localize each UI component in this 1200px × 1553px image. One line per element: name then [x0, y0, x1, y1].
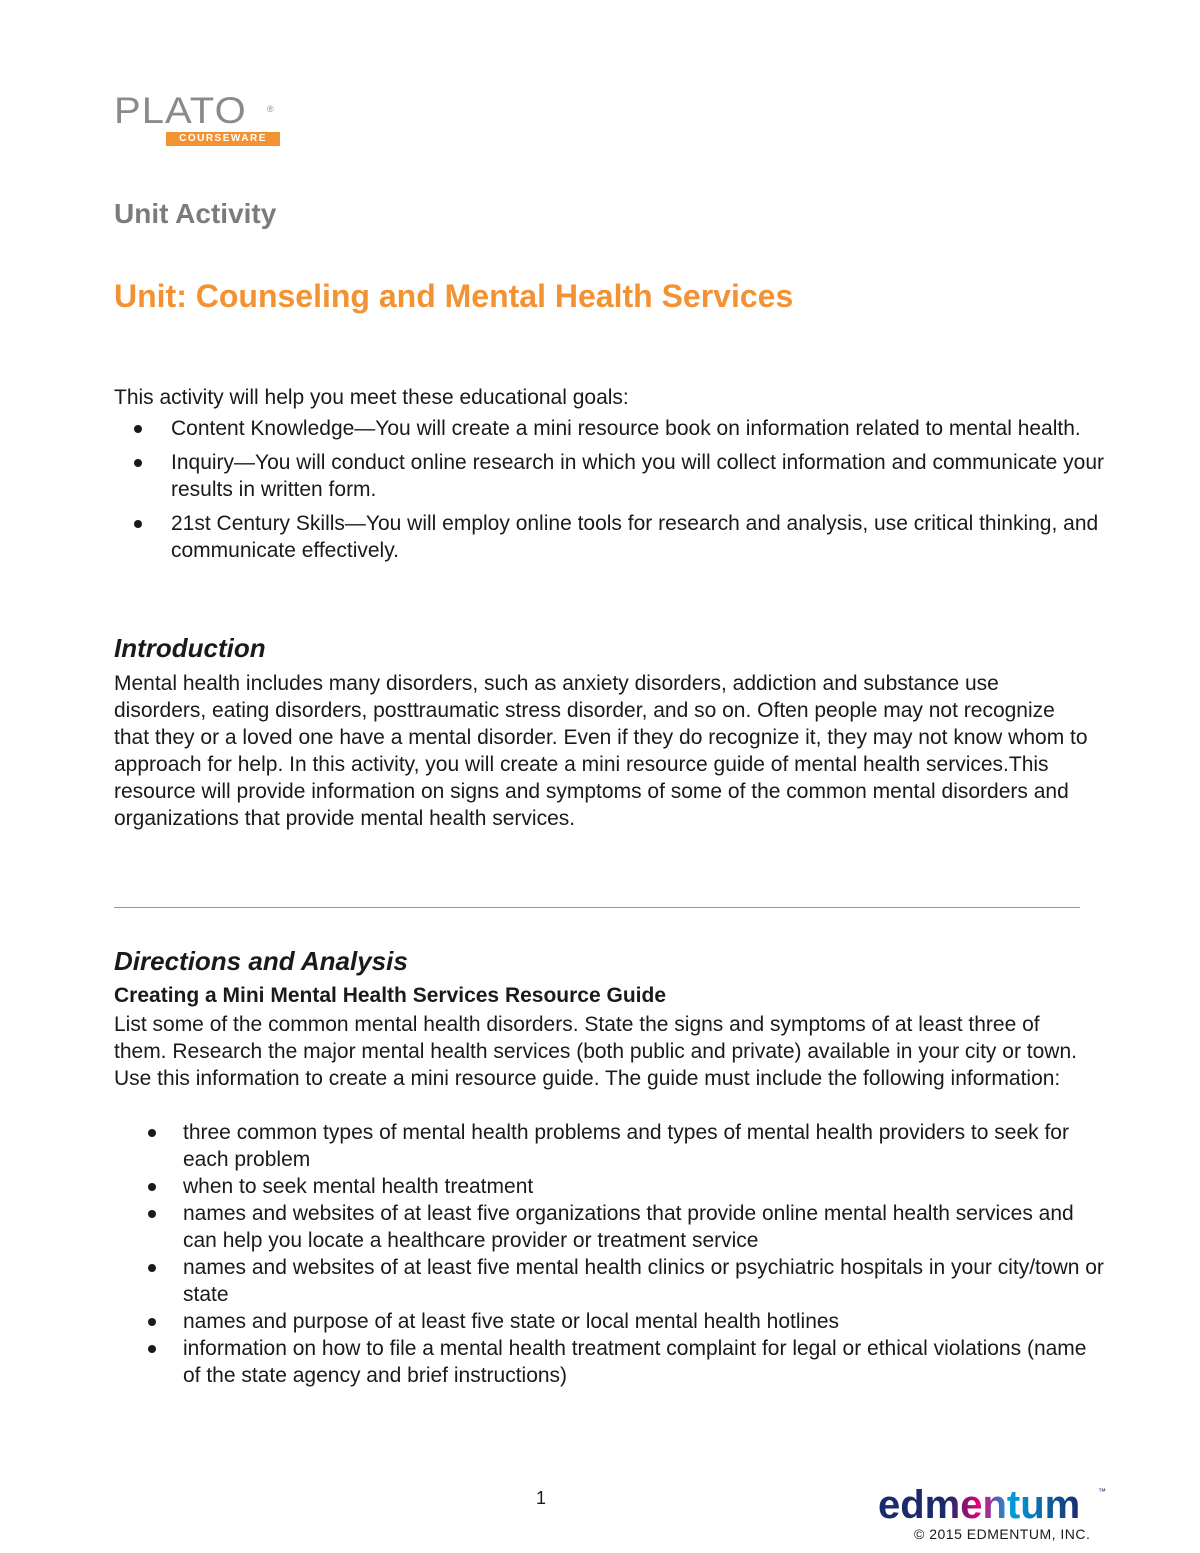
list-item: Content Knowledge—You will create a mini resource book on information related to mental health. [114, 415, 1104, 442]
bullet-icon [134, 425, 142, 433]
list-item: when to seek mental health treatment [114, 1173, 1104, 1200]
edmentum-logo [876, 1478, 1106, 1528]
copyright-notice: © 2015 EDMENTUM, INC. [914, 1526, 1091, 1542]
requirements-list [114, 1119, 1104, 1389]
bullet-icon [148, 1318, 156, 1326]
introduction-body: Mental health includes many disorders, such as anxiety disorders, addiction and substance use disorders, eating disorders, posttraumatic stress disorder, and so on. Often people may not recognize that they or a loved one have a mental disorder. Even if they do recognize it, they may not know whom to approach for help. In this activity, you will create a mini resource guide of mental health services.This resource will provide information on signs and symptoms of some of the common mental disorders and organizations that provide mental health services. [114, 672, 1088, 830]
bullet-icon [134, 459, 142, 467]
section-divider [114, 907, 1080, 908]
logo-registered-mark: ® [267, 104, 274, 114]
bullet-icon [148, 1210, 156, 1218]
directions-subheading: Creating a Mini Mental Health Services Resource Guide [114, 984, 666, 1007]
activity-type-heading: Unit Activity [114, 198, 277, 229]
list-item: names and websites of at least five mental health clinics or psychiatric hospitals in your city/town or state [114, 1254, 1104, 1308]
trademark-mark: ™ [1098, 1487, 1106, 1496]
bullet-icon [134, 520, 142, 528]
directions-body: List some of the common mental health disorders. State the signs and symptoms of at least three of them. Research the major mental health services (both public and private) available in your city or town. Use this information to create a mini resource guide. The guide must include the following information: [114, 1013, 1077, 1090]
list-item: names and websites of at least five organizations that provide online mental health services and can help you locate a healthcare provider or treatment service [114, 1200, 1104, 1254]
list-item: three common types of mental health problems and types of mental health providers to seek for each problem [114, 1119, 1104, 1173]
bullet-icon [148, 1183, 156, 1191]
bullet-icon [148, 1264, 156, 1272]
goals-intro: This activity will help you meet these educational goals: [114, 386, 629, 409]
list-item: Inquiry—You will conduct online research in which you will collect information and communicate your results in written form. [114, 449, 1104, 503]
directions-heading: Directions and Analysis [114, 946, 408, 976]
introduction-heading: Introduction [114, 633, 266, 663]
list-item: information on how to file a mental health treatment complaint for legal or ethical violations (name of the state agency and brief instructions) [114, 1335, 1104, 1389]
bullet-icon [148, 1129, 156, 1137]
unit-title: Unit: Counseling and Mental Health Services [114, 278, 794, 314]
list-item: names and purpose of at least five state or local mental health hotlines [114, 1308, 1104, 1335]
bullet-icon [148, 1345, 156, 1353]
goals-list [114, 415, 1104, 571]
page-number: 1 [536, 1488, 547, 1508]
list-item: 21st Century Skills—You will employ online tools for research and analysis, use critical thinking, and communicate effectively. [114, 510, 1104, 564]
logo-tagline: COURSEWARE [166, 132, 280, 146]
logo-brand: PLATO [114, 90, 247, 131]
edmentum-wordmark: edmentum [878, 1483, 1081, 1527]
plato-courseware-logo [114, 90, 274, 148]
